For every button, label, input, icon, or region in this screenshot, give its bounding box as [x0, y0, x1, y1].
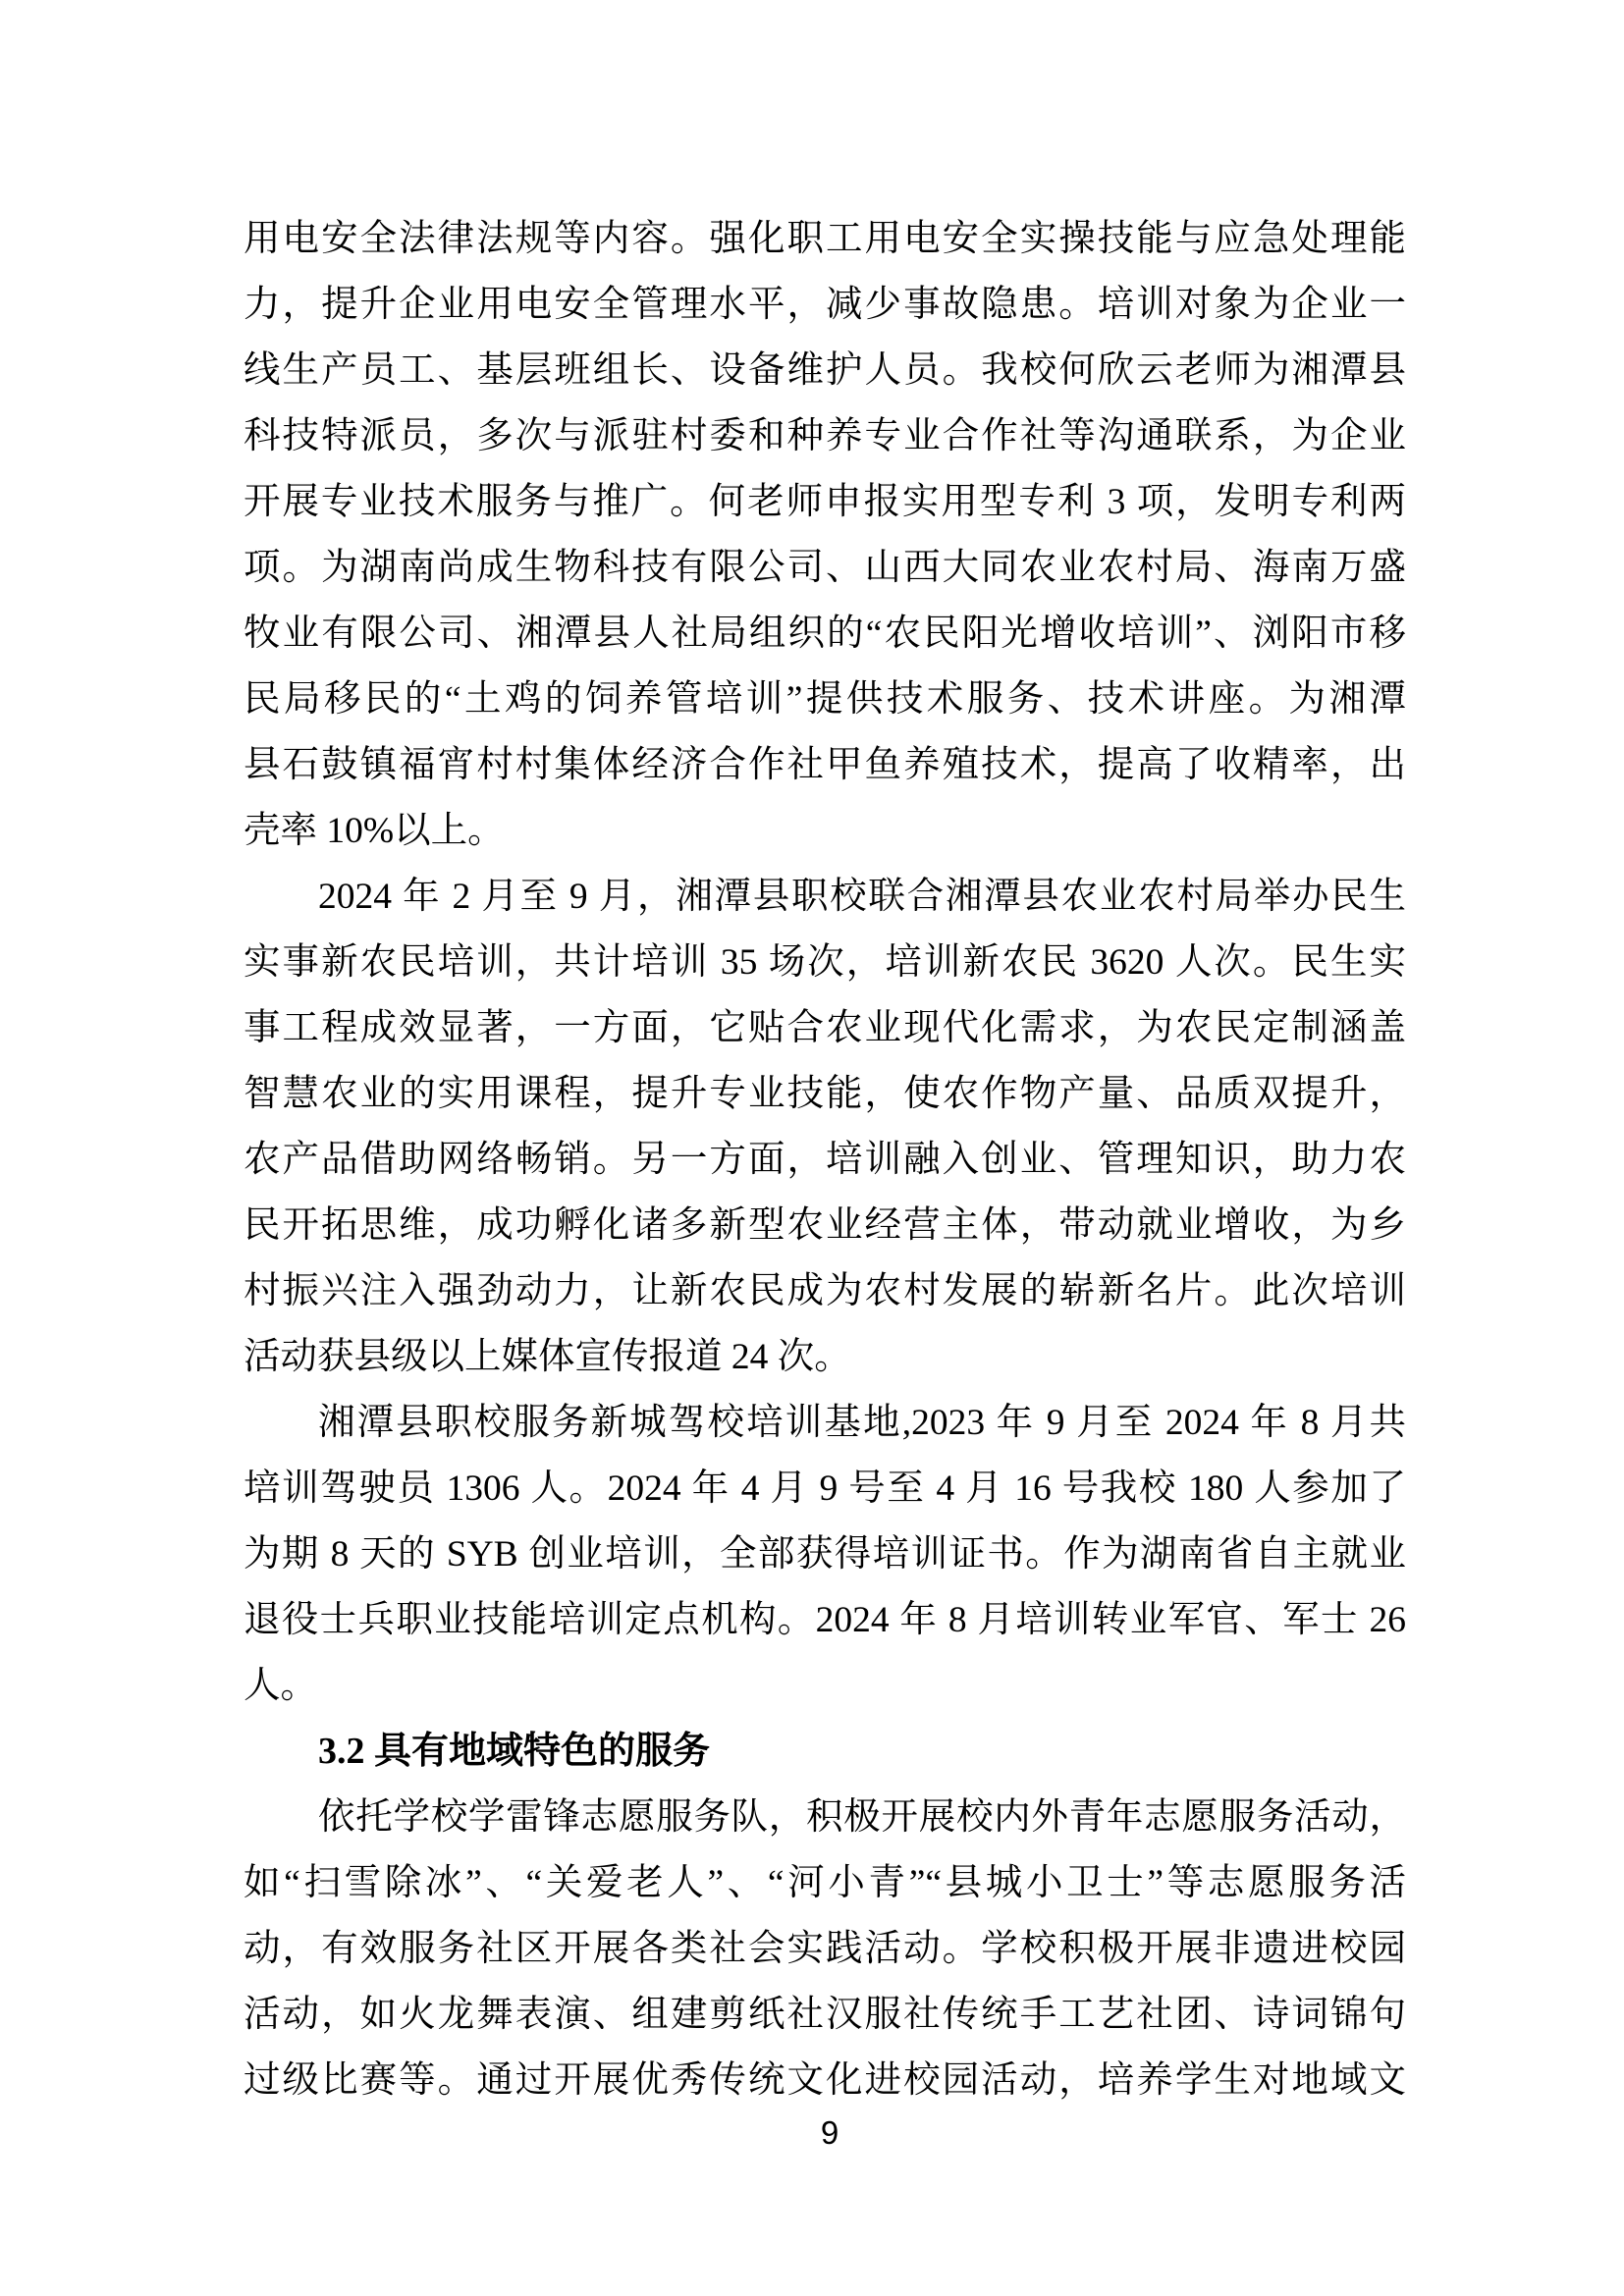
- text-line: 依托学校学雷锋志愿服务队，积极开展校内外青年志愿服务活动，: [318, 1797, 1406, 1838]
- text-line: 事工程成效显著，一方面，它贴合农业现代化需求，为农民定制涵盖: [244, 1008, 1406, 1048]
- text-line: 实事新农民培训，共计培训 35 场次，培训新农民 3620 人次。民生实: [244, 942, 1406, 983]
- section-heading: 3.2 具有地域特色的服务: [318, 1731, 711, 1772]
- text-line: 力，提升企业用电安全管理水平，减少事故隐患。培训对象为企业一: [244, 285, 1406, 325]
- text-line: 动，有效服务社区开展各类社会实践活动。学校积极开展非遗进校园: [244, 1929, 1406, 1969]
- text-line: 培训驾驶员 1306 人。2024 年 4 月 9 号至 4 月 16 号我校 180 人参加了: [244, 1468, 1406, 1509]
- text-line: 用电安全法律法规等内容。强化职工用电安全实操技能与应急处理能: [244, 219, 1406, 259]
- text-line: 县石鼓镇福宵村村集体经济合作社甲鱼养殖技术，提高了收精率，出: [244, 745, 1406, 785]
- text-line: 过级比赛等。通过开展优秀传统文化进校园活动，培养学生对地域文: [244, 2060, 1406, 2101]
- text-line: 项。为湖南尚成生物科技有限公司、山西大同农业农村局、海南万盛: [244, 548, 1406, 588]
- text-line: 如“扫雪除冰”、“关爱老人”、“河小青”“县城小卫士”等志愿服务活: [244, 1863, 1406, 1903]
- text-line: 民局移民的“土鸡的饲养管培训”提供技术服务、技术讲座。为湘潭: [244, 679, 1406, 720]
- text-line: 村振兴注入强劲动力，让新农民成为农村发展的崭新名片。此次培训: [244, 1271, 1406, 1311]
- text-line: 壳率 10%以上。: [244, 811, 505, 851]
- text-line: 活动获县级以上媒体宣传报道 24 次。: [244, 1337, 851, 1377]
- text-line: 科技特派员，多次与派驻村委和种养专业合作社等沟通联系，为企业: [244, 416, 1406, 456]
- text-line: 开展专业技术服务与推广。何老师申报实用型专利 3 项，发明专利两: [244, 482, 1406, 522]
- document-text-block: [244, 206, 1406, 2113]
- text-line: 湘潭县职校服务新城驾校培训基地,2023 年 9 月至 2024 年 8 月共: [318, 1403, 1406, 1443]
- text-line: 为期 8 天的 SYB 创业培训，全部获得培训证书。作为湖南省自主就业: [244, 1534, 1406, 1575]
- text-line: 活动，如火龙舞表演、组建剪纸社汉服社传统手工艺社团、诗词锦句: [244, 1995, 1406, 2035]
- text-line: 智慧农业的实用课程，提升专业技能，使农作物产量、品质双提升，: [244, 1074, 1406, 1114]
- text-line: 2024 年 2 月至 9 月，湘潭县职校联合湘潭县农业农村局举办民生: [318, 877, 1406, 917]
- text-line: 人。: [244, 1666, 317, 1706]
- text-line: 退役士兵职业技能培训定点机构。2024 年 8 月培训转业军官、军士 26: [244, 1600, 1406, 1640]
- page-number: 9: [820, 2114, 839, 2151]
- text-line: 民开拓思维，成功孵化诸多新型农业经营主体，带动就业增收，为乡: [244, 1205, 1406, 1246]
- text-line: 农产品借助网络畅销。另一方面，培训融入创业、管理知识，助力农: [244, 1140, 1406, 1180]
- text-line: 牧业有限公司、湘潭县人社局组织的“农民阳光增收培训”、浏阳市移: [244, 614, 1406, 654]
- text-line: 线生产员工、基层班组长、设备维护人员。我校何欣云老师为湘潭县: [244, 350, 1406, 391]
